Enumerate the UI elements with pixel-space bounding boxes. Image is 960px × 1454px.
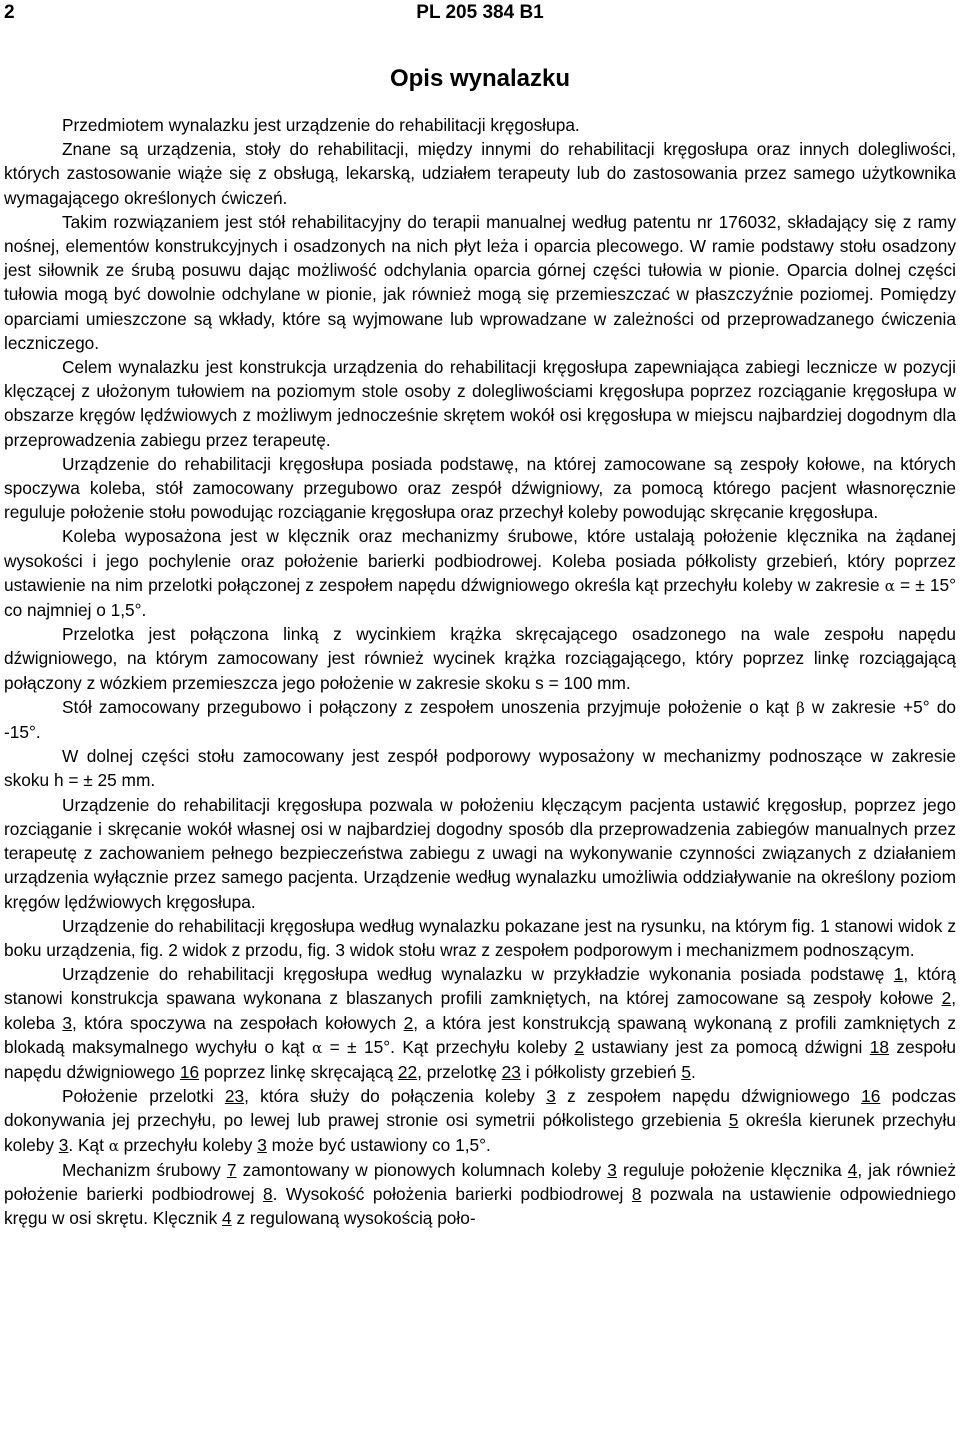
body-paragraph xyxy=(4,113,956,137)
section-title: Opis wynalazku xyxy=(389,65,571,92)
text-run: Przelotka jest połączona linką z wycinkiem krążka skręcającego osadzonego na wale zespołu napędu dźwigniowego, na którym zamocowany jest również wycinek krążka rozciągającego, który poprzez linkę rozciągającą połączony z wózkiem przemieszcza jego położenie w zakresie skoku s = 100 mm. xyxy=(4,624,956,693)
reference-numeral: 22 xyxy=(397,1061,418,1082)
text-run: w zakresie +5° do -15°. xyxy=(4,696,956,743)
text-run: z regulowaną wysokością poło- xyxy=(231,1208,476,1229)
text-run: , a która jest konstrukcją spawaną wykonaną z profili zamkniętych z blokadą maksymalnego wychyłu o kąt xyxy=(4,1012,956,1057)
body-paragraph xyxy=(4,1084,956,1158)
text-run: zamontowany w pionowych kolumnach koleby xyxy=(236,1159,608,1180)
body-paragraph xyxy=(4,744,956,792)
reference-numeral: 3 xyxy=(546,1086,556,1107)
reference-numeral: 3 xyxy=(257,1134,267,1155)
text-run: , jak również położenie barierki podbiodrowej xyxy=(4,1159,957,1204)
text-run: Położenie przelotki xyxy=(62,1086,225,1107)
text-run: = ± 15° co najmniej o 1,5°. xyxy=(4,574,956,621)
body-paragraph xyxy=(4,452,956,525)
text-run: W dolnej części stołu zamocowany jest zespół podporowy wyposażony w mechanizmy podnoszące w zakresie skoku h = ± 25 mm. xyxy=(4,746,956,791)
text-run: przechyłu koleby xyxy=(118,1134,258,1155)
reference-numeral: 16 xyxy=(179,1061,200,1082)
reference-numeral: 3 xyxy=(607,1159,617,1180)
reference-numeral: 3 xyxy=(58,1134,69,1155)
document-body xyxy=(4,113,956,1230)
text-run: = ± 15°. Kąt przechyłu koleby xyxy=(322,1036,575,1057)
reference-numeral: 4 xyxy=(847,1159,858,1180)
text-run: , która służy do połączenia koleby xyxy=(244,1086,547,1107)
reference-numeral: 2 xyxy=(941,988,952,1009)
page-header xyxy=(0,0,960,30)
body-paragraph xyxy=(4,695,956,744)
text-run: Stół zamocowany przegubowo i połączony z zespołem unoszenia przyjmuje położenie o kąt xyxy=(62,696,797,717)
text-run: . Kąt xyxy=(68,1134,109,1155)
text-run: Mechanizm śrubowy xyxy=(62,1159,227,1180)
reference-numeral: 5 xyxy=(681,1061,691,1082)
text-run: . xyxy=(690,1061,696,1082)
body-paragraph xyxy=(4,1158,956,1231)
text-run: Urządzenie do rehabilitacji kręgosłupa pozwala w położeniu klęczącym pacjenta ustawić kręgosłup, poprzez jego rozciąganie i skręcanie wokół własnej osi w najbardziej dogodny sposób dla przeprowadzenia zabiegów manualnych przez terapeutę z zachowaniem pełnego bezpieczeństwa zabiegu z uwagi na wykonywanie czynności związanych z działaniem urządzenia wyłącznie przez samego pacjenta. Urządzenie według wynalazku umożliwia oddziaływanie na określony poziom kręgów lędźwiowych kręgosłupa. xyxy=(4,794,956,912)
text-run: , koleba xyxy=(4,988,956,1033)
text-run: reguluje położenie klęcznika xyxy=(616,1159,848,1180)
body-paragraph xyxy=(4,793,956,914)
text-run: Urządzenie do rehabilitacji kręgosłupa posiada podstawę, na której zamocowane są zespoły kołowe, na których spoczywa koleba, stół zamocowany przegubowo oraz zespół dźwigniowy, za pomocą którego pacjent własnoręcznie reguluje położenie stołu powodując rozciąganie kręgosłupa oraz przechył koleby powodując skręcanie kręgosłupa. xyxy=(4,453,956,523)
reference-numeral: 8 xyxy=(631,1183,642,1204)
greek-symbol: α xyxy=(884,576,895,595)
text-run: Takim rozwiązaniem jest stół rehabilitacyjny do terapii manualnej według patentu nr 176032, składający się z ramy nośnej, elementów konstrukcyjnych i osadzonych na nich płyt leża i oparcia plecowego. W ramie podstawy stołu osadzony jest siłownik ze śrubą posuwu dając możliwość odchylania oparcia górnej części tułowia w pionie. Oparcia dolnej części tułowia mogą być dowolnie odchylane w pionie, jak również mogą się przemieszczać w płaszczyźnie poziomej. Pomiędzy oparciami umieszczone są wkłady, które są wyjmowane lub wprowadzane w zależności od przeprowadzanego ćwiczenia leczniczego. xyxy=(4,211,956,353)
body-paragraph xyxy=(4,622,956,695)
text-run: Koleba wyposażona jest w klęcznik oraz mechanizmy śrubowe, które ustalają położenie klęcznika na żądanej wysokości i jego pochylenie oraz położenie barierki podbiodrowej. Koleba posiada półkolisty grzebień, który poprzez ustawienie na nim przelotki połączonej z zespołem napędu dźwigniowego określa kąt przechyłu koleby w zakresie xyxy=(4,526,956,595)
body-paragraph xyxy=(4,962,956,1084)
reference-numeral: 23 xyxy=(224,1086,245,1107)
text-run: ustawiany jest za pomocą dźwigni xyxy=(584,1036,870,1057)
body-paragraph xyxy=(4,914,956,962)
reference-numeral: 4 xyxy=(222,1208,232,1229)
document-id: PL 205 384 B1 xyxy=(416,2,544,23)
reference-numeral: 23 xyxy=(501,1061,521,1082)
reference-numeral: 7 xyxy=(226,1159,237,1180)
text-run: podczas dokonywania jej przechyłu, po lewej lub prawej stronie osi symetrii półkolistego grzebienia xyxy=(4,1086,956,1131)
body-paragraph xyxy=(4,137,956,210)
text-run: określa kierunek przechyłu koleby xyxy=(4,1110,956,1155)
greek-symbol: α xyxy=(312,1038,323,1057)
greek-symbol: α xyxy=(108,1136,119,1155)
reference-numeral: 2 xyxy=(574,1036,585,1057)
text-run: może być ustawiony co 1,5°. xyxy=(266,1134,491,1155)
text-run: pozwala na ustawienie odpowiedniego kręgu w osi skrętu. Klęcznik xyxy=(4,1183,957,1229)
body-paragraph xyxy=(4,524,956,622)
text-run: Urządzenie do rehabilitacji kręgosłupa według wynalazku w przykładzie wykonania posiada podstawę xyxy=(62,964,894,985)
text-run: , przelotkę xyxy=(417,1061,502,1082)
text-run: poprzez linkę skręcającą xyxy=(199,1061,398,1082)
text-run: i półkolisty grzebień xyxy=(520,1061,682,1082)
reference-numeral: 1 xyxy=(893,964,904,985)
text-run: zespołu napędu dźwigniowego xyxy=(4,1036,956,1082)
page-number: 2 xyxy=(4,2,15,23)
text-run: , która spoczywa na zespołach kołowych xyxy=(71,1012,404,1033)
greek-symbol: β xyxy=(796,698,805,717)
reference-numeral: 18 xyxy=(869,1036,889,1057)
reference-numeral: 8 xyxy=(262,1183,273,1204)
reference-numeral: 5 xyxy=(728,1110,739,1131)
text-run: z zespołem napędu dźwigniowego xyxy=(555,1086,862,1107)
reference-numeral: 2 xyxy=(403,1012,414,1033)
text-run: Znane są urządzenia, stoły do rehabilitacji, między innymi do rehabilitacji kręgosłupa oraz innych dolegliwości, których zastosowanie wiąże się z obsługą, lekarską, udziałem terapeuty lub do zastosowania przez samego użytkownika wymagającego określonych ćwiczeń. xyxy=(4,139,956,208)
reference-numeral: 16 xyxy=(861,1086,881,1107)
reference-numeral: 3 xyxy=(62,1012,72,1033)
text-run: Celem wynalazku jest konstrukcja urządzenia do rehabilitacji kręgosłupa zapewniająca zabiegi lecznicze w pozycji klęczącej z ułożonym tułowiem na poziomym stole osoby z dolegliwościami kręgosłupa poprzez rozciąganie kręgosłupa w obszarze kręgów lędźwiowych z możliwym jednocześnie skrętem wokół osi kręgosłupa w miejscu najbardziej dogodnym dla przeprowadzenia zabiegu przez terapeutę. xyxy=(4,357,956,450)
body-paragraph xyxy=(4,210,956,355)
text-run: , którą stanowi konstrukcja spawana wykonana z blaszanych profili zamkniętych, na której zamocowane są zespoły kołowe xyxy=(4,964,956,1009)
text-run: . Wysokość położenia barierki podbiodrowej xyxy=(272,1183,632,1204)
body-paragraph xyxy=(4,355,956,452)
text-run: Urządzenie do rehabilitacji kręgosłupa według wynalazku pokazane jest na rysunku, na którym fig. 1 stanowi widok z boku urządzenia, fig. 2 widok z przodu, fig. 3 widok stołu wraz z zespołem podporowym i mechanizmem podnoszącym. xyxy=(4,915,956,960)
text-run: Przedmiotem wynalazku jest urządzenie do rehabilitacji kręgosłupa. xyxy=(62,115,580,135)
